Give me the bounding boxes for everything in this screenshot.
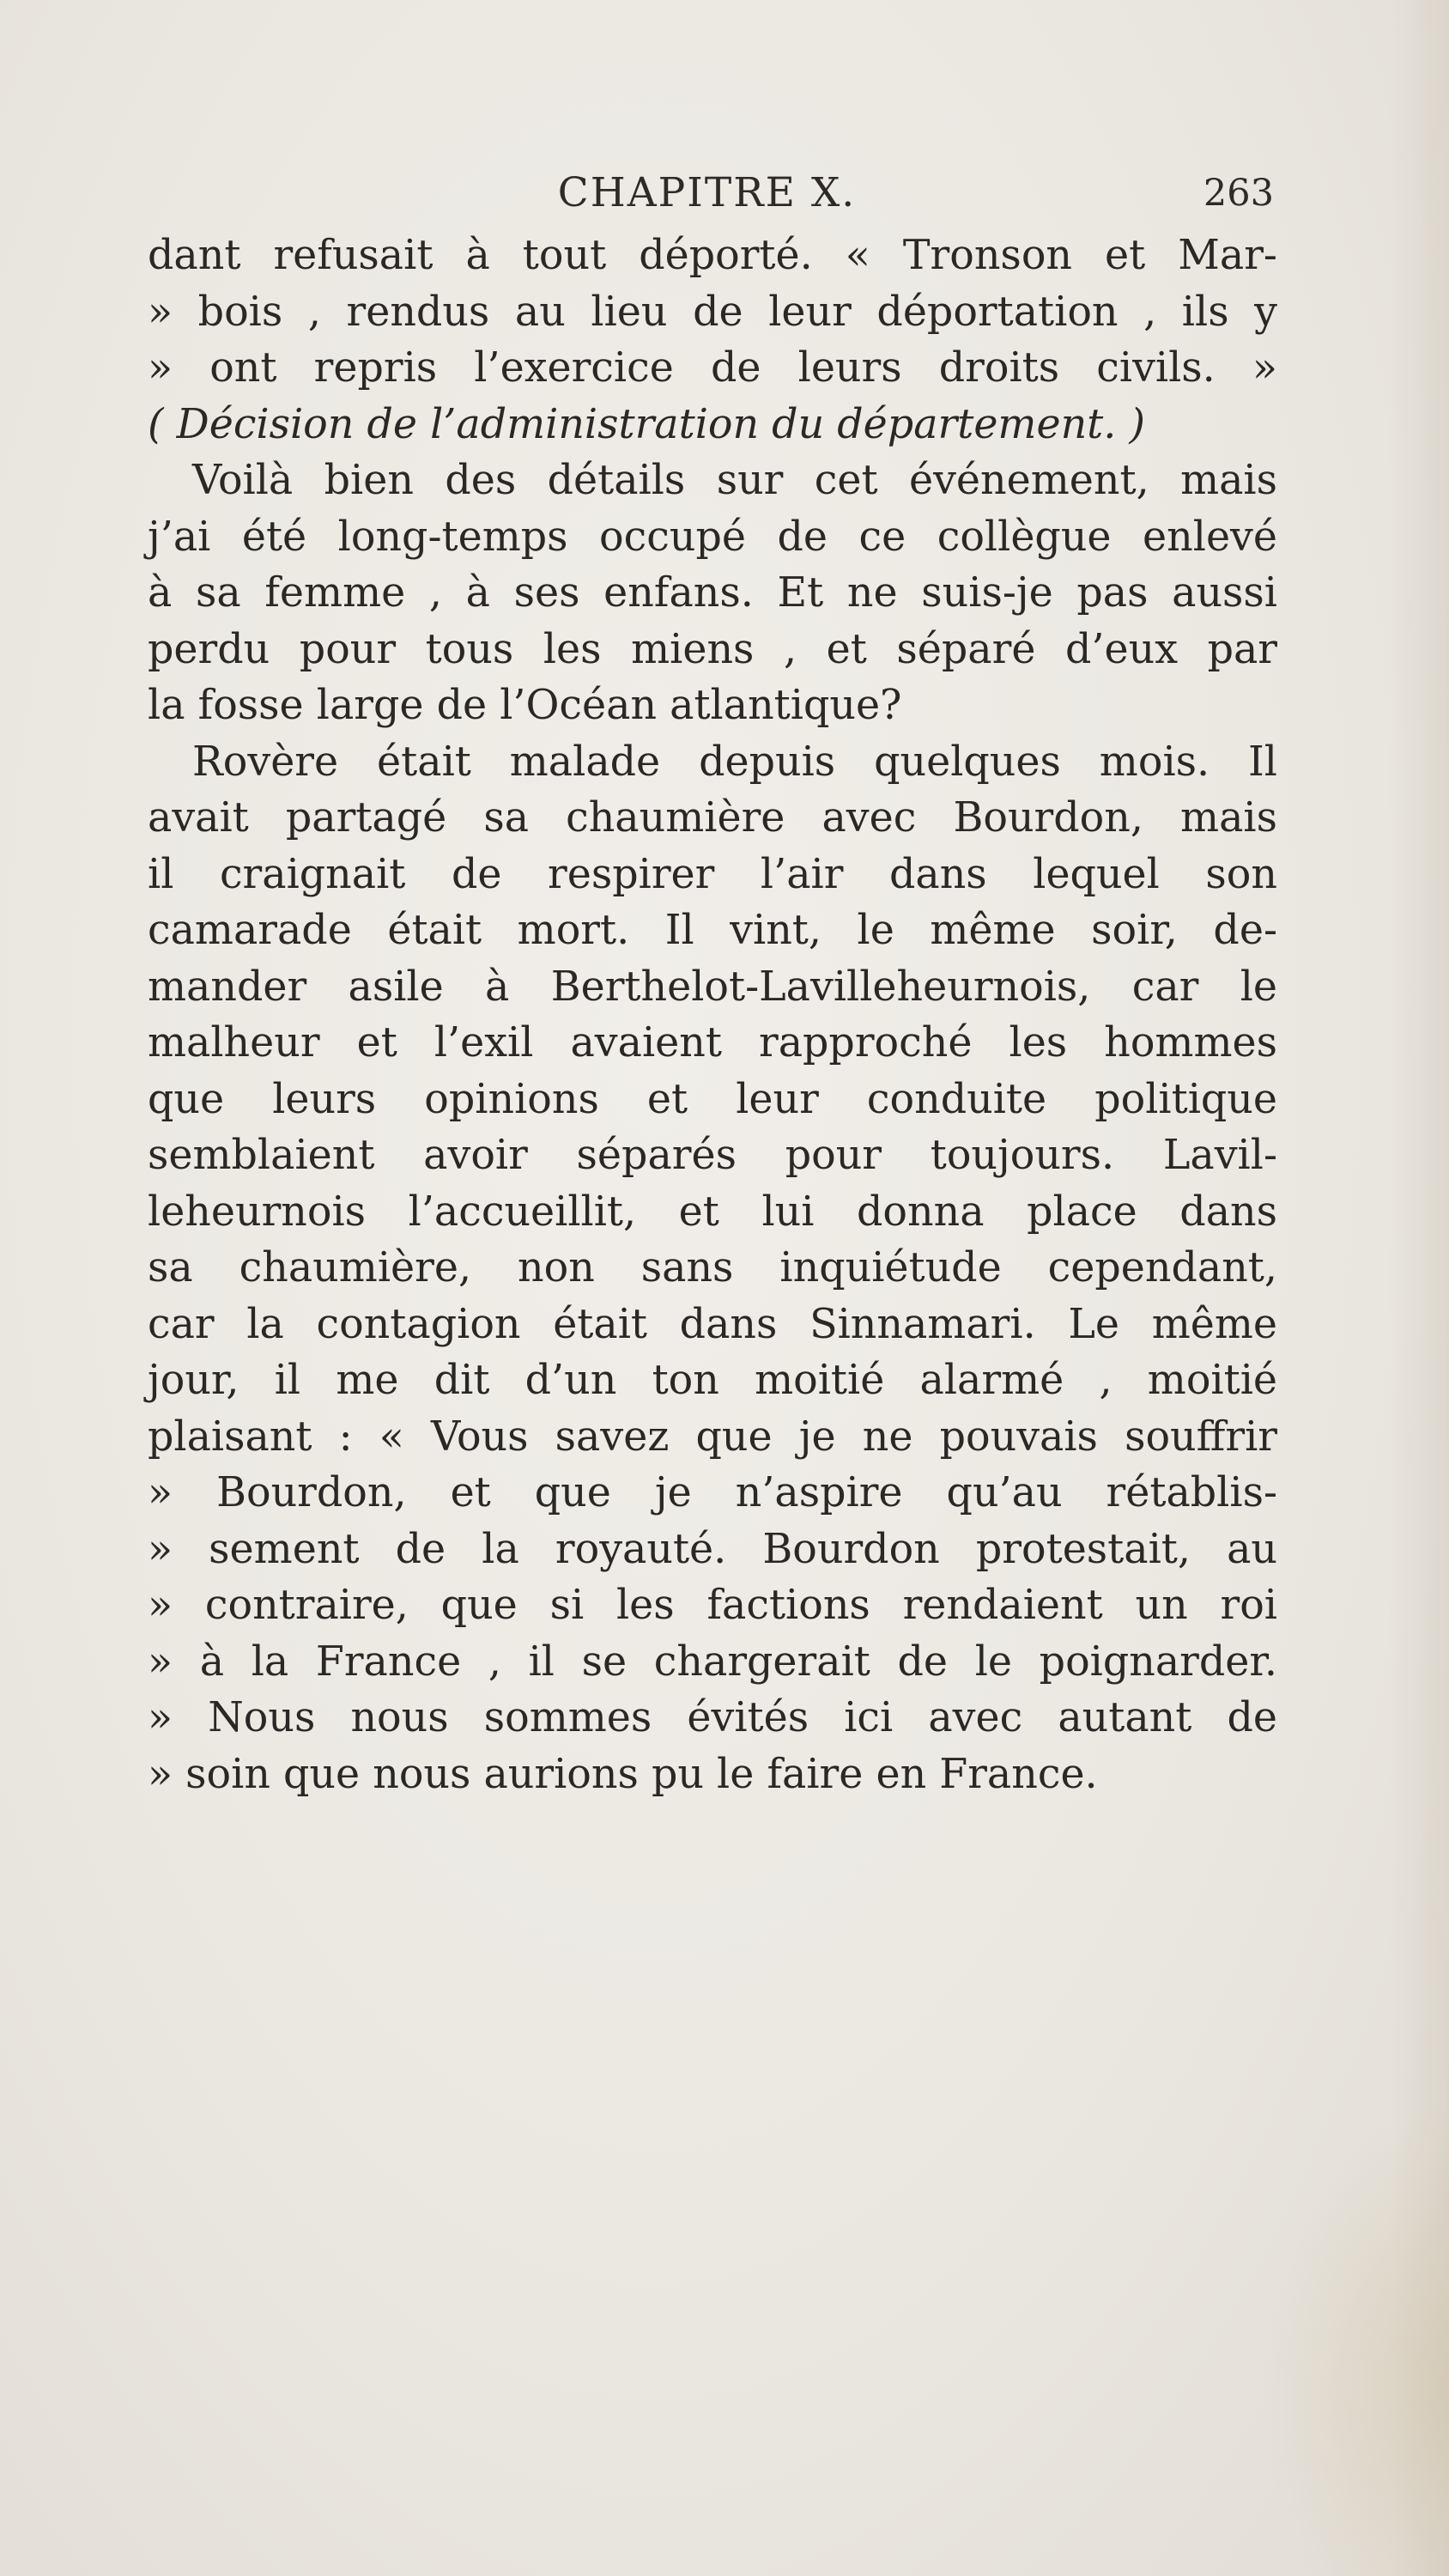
- body-text: [148, 228, 1277, 1802]
- running-head: [133, 163, 1281, 223]
- text-line: malheur et l’exil avaient rapproché les hommes: [148, 1019, 1277, 1066]
- text-line: » bois , rendus au lieu de leur déportation , ils y: [148, 288, 1277, 336]
- text-line: perdu pour tous les miens , et séparé d’eux par: [148, 625, 1277, 673]
- text-line: leheurnois l’accueillit, et lui donna place dans: [148, 1188, 1277, 1236]
- text-line: j’ai été long-temps occupé de ce collègue enlevé: [148, 513, 1277, 561]
- text-line: plaisant : « Vous savez que je ne pouvais souffrir: [148, 1413, 1277, 1461]
- text-line: » Nous nous sommes évités ici avec autant de: [148, 1694, 1277, 1741]
- text-line: » sement de la royauté. Bourdon protestait, au: [148, 1525, 1277, 1573]
- text-line: la fosse large de l’Océan atlantique?: [148, 682, 902, 729]
- text-line: » ont repris l’exercice de leurs droits civils. »: [148, 344, 1277, 392]
- text-line: » Bourdon, et que je n’aspire qu’au rétablis-: [148, 1469, 1277, 1516]
- text-line: car la contagion était dans Sinnamari. Le même: [148, 1300, 1277, 1348]
- page-stain: [1260, 2104, 1449, 2576]
- text-line: camarade était mort. Il vint, le même soir, de-: [148, 907, 1277, 954]
- text-line: » contraire, que si les factions rendaient un roi: [148, 1582, 1277, 1629]
- text-line: mander asile à Berthelot-Lavilleheurnois, car le: [148, 963, 1277, 1011]
- text-line: Rovère était malade depuis quelques mois. Il: [192, 738, 1277, 786]
- text-line: à sa femme , à ses enfans. Et ne suis-je pas aussi: [148, 569, 1277, 617]
- chapter-title: CHAPITRE X.: [557, 169, 857, 216]
- source-citation: ( Décision de l’administration du département. ): [148, 400, 1145, 448]
- text-line: sa chaumière, non sans inquiétude cependant,: [148, 1244, 1277, 1291]
- text-line: Voilà bien des détails sur cet événement, mais: [192, 457, 1277, 504]
- text-line: que leurs opinions et leur conduite politique: [148, 1075, 1277, 1123]
- text-line: » à la France , il se chargerait de le poignarder.: [148, 1637, 1277, 1686]
- text-line: dant refusait à tout déporté. « Tronson et Mar-: [148, 232, 1277, 279]
- page-number: 263: [1203, 172, 1274, 215]
- text-line: jour, il me dit d’un ton moitié alarmé , moitié: [148, 1357, 1277, 1404]
- text-line: avait partagé sa chaumière avec Bourdon, mais: [148, 794, 1277, 841]
- text-line: semblaient avoir séparés pour toujours. Lavil-: [148, 1132, 1277, 1179]
- text-line: il craignait de respirer l’air dans lequel son: [148, 850, 1277, 898]
- text-line: » soin que nous aurions pu le faire en France.: [148, 1750, 1098, 1798]
